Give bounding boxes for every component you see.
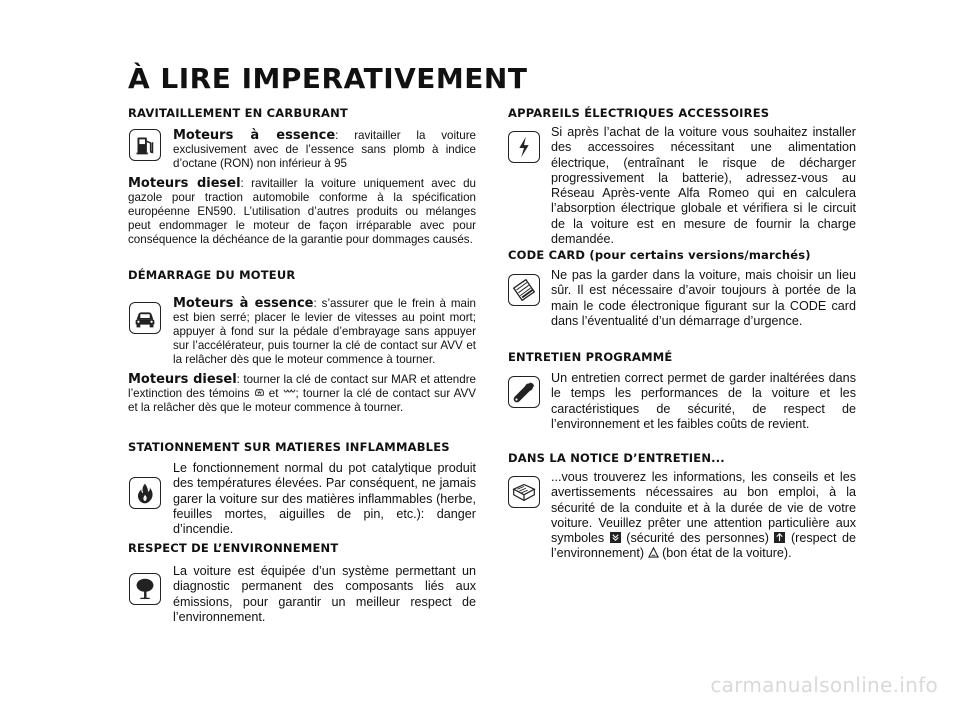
demarrage-diesel-text-3: ; tourner la clé de contact sur AVV et la relâcher dès que le moteur commence à tourner. bbox=[128, 387, 476, 414]
ravitaillement-diesel-paragraph bbox=[128, 177, 476, 247]
section-heading-environnement: RESPECT DE L’ENVIRONNEMENT bbox=[128, 541, 339, 555]
demarrage-diesel-text-1: : tourner la clé de contact sur MAR et attendre l’extinction des témoins bbox=[128, 373, 476, 400]
notice-text-2: (sécurité des personnes) bbox=[626, 531, 769, 546]
fuel-pump-icon bbox=[129, 129, 161, 161]
glow-plug-icon bbox=[283, 387, 296, 398]
lead-moteurs-essence: Moteurs à essence bbox=[173, 128, 336, 143]
notice-text-1: ...vous trouverez les informations, les conseils et les avertissements nécessaires au bon emploi, à la sécurité de la conduite et à la durée de vie de votre voiture. Veuillez prêter une attention particulière aux symboles bbox=[551, 470, 856, 546]
lead-moteurs-diesel: Moteurs diesel bbox=[128, 176, 241, 191]
book-icon bbox=[508, 476, 540, 508]
appareils-paragraph: Si après l’achat de la voiture vous souhaitez installer des accessoires nécessitant une alimentation électrique, (entraînant le risque de décharger progressivement la batterie), adressez-vous au Réseau Après-vente Alfa Romeo qui en calculera l’absorption électrique globale et vérifiera si le circuit de la voiture est en mesure de fournir la charge demandée. bbox=[551, 125, 856, 247]
section-heading-codecard: CODE CARD (pour certains versions/marchés) bbox=[508, 248, 811, 262]
fire-icon bbox=[129, 477, 161, 509]
section-heading-ravitaillement: RAVITAILLEMENT EN CARBURANT bbox=[128, 106, 348, 120]
stationnement-paragraph: Le fonctionnement normal du pot catalytique produit des températures élevées. Par conséquent, ne jamais garer la voiture sur des matières inflammables (herbe, feuilles mortes, aiguilles de pin, etc.): danger d’incendie. bbox=[173, 461, 476, 537]
notice-text-3: (respect de l’environnement) bbox=[551, 531, 857, 561]
ravitaillement-essence-text: : ravitailler la voiture exclusivement avec de l’essence sans plomb à indice d’octane (RON) non inférieur à 95 bbox=[173, 129, 476, 170]
demarrage-essence-text: : s’assurer que le frein à main est bien serré; placer le levier de vitesses au point mort; appuyer à fond sur la pédale d’embrayage sans appuyer sur l’accélérateur, puis tourner la clé de contact sur AVV et la relâcher dès que le moteur commence à tourner. bbox=[173, 297, 477, 366]
section-heading-entretien: ENTRETIEN PROGRAMMÉ bbox=[508, 350, 673, 364]
section-heading-demarrage: DÉMARRAGE DU MOTEUR bbox=[128, 268, 296, 282]
vehicle-condition-symbol-icon bbox=[648, 547, 659, 558]
lead-moteurs-essence-2: Moteurs à essence bbox=[173, 296, 314, 311]
environment-symbol-icon bbox=[774, 532, 785, 543]
entretien-paragraph: Un entretien correct permet de garder inaltérées dans le temps les performances de la voiture et les caractéristiques de sécurité, de respect de l’environnement et les faibles coûts de revient. bbox=[551, 371, 856, 431]
demarrage-diesel-text-2: et bbox=[268, 387, 279, 400]
safety-symbol-icon bbox=[610, 532, 621, 543]
demarrage-essence-paragraph bbox=[173, 297, 476, 367]
notice-paragraph bbox=[551, 470, 856, 562]
lightning-icon bbox=[508, 131, 540, 163]
codecard-paragraph: Ne pas la garder dans la voiture, mais choisir un lieu sûr. Il est nécessaire d’avoir toujours à portée de la main le code électronique figurant sur la CODE card dans l’éventualité d’un démarrage d’urgence. bbox=[551, 268, 856, 328]
code-card-icon bbox=[508, 274, 540, 306]
tree-icon bbox=[129, 573, 161, 605]
ravitaillement-essence-paragraph bbox=[173, 129, 476, 171]
section-heading-stationnement: STATIONNEMENT SUR MATIERES INFLAMMABLES bbox=[128, 440, 450, 454]
ravitaillement-diesel-text: : ravitailler la voiture uniquement avec du gazole pour traction automobile conforme à la spécification européenne EN590. L’utilisation d’autres produits ou mélanges peut endommager le moteur de façon irréparable avec pour conséquence la déchéance de la garantie pour dommages causés. bbox=[128, 177, 477, 246]
section-heading-appareils: APPAREILS ÉLECTRIQUES ACCESSOIRES bbox=[508, 106, 770, 120]
wrench-icon bbox=[508, 376, 540, 408]
preheat-warning-icon bbox=[254, 387, 265, 398]
page-title: À LIRE IMPERATIVEMENT bbox=[128, 62, 528, 95]
demarrage-diesel-paragraph bbox=[128, 373, 476, 415]
watermark: carmanualsonline.info bbox=[710, 673, 938, 697]
car-icon bbox=[129, 302, 161, 334]
lead-moteurs-diesel-2: Moteurs diesel bbox=[128, 372, 237, 387]
environnement-paragraph: La voiture est équipée d’un système permettant un diagnostic permanent des composants liés aux émissions, pour garantir un meilleur respect de l’environnement. bbox=[173, 564, 476, 624]
notice-text-4: (bon état de la voiture). bbox=[662, 546, 792, 561]
section-heading-notice: DANS LA NOTICE D’ENTRETIEN... bbox=[508, 451, 725, 465]
